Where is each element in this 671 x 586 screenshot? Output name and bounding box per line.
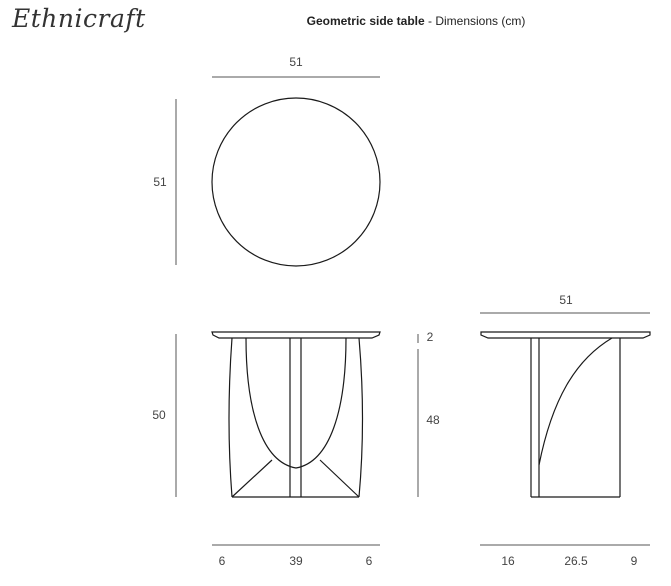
side-base-middle-label: 26.5 [564, 554, 588, 568]
product-name: Geometric side table [306, 14, 425, 28]
title-subtitle: Dimensions (cm) [435, 14, 526, 28]
top-view-width-label: 51 [289, 55, 303, 69]
top-view-depth-label: 51 [153, 175, 167, 189]
front-arch-outer [246, 338, 346, 468]
front-left-brace [232, 460, 272, 497]
front-top-thickness-label: 2 [426, 330, 434, 344]
front-tabletop [212, 332, 380, 338]
top-view-tabletop [212, 98, 380, 266]
side-width-label: 51 [559, 293, 573, 307]
side-curved-panel [539, 338, 612, 465]
brand-logo: Ethnicraft [12, 4, 146, 33]
front-left-leg [229, 338, 232, 497]
title-separator: - [424, 14, 436, 28]
front-height-label: 50 [152, 408, 166, 422]
front-base-left-label: 6 [218, 554, 226, 568]
front-leg-height-label: 48 [426, 413, 440, 427]
front-base-right-label: 6 [365, 554, 373, 568]
side-tabletop [481, 332, 650, 338]
front-right-leg [359, 338, 363, 497]
front-right-brace [320, 460, 359, 497]
side-view-table [481, 332, 650, 497]
side-base-left-label: 16 [501, 554, 515, 568]
front-base-middle-label: 39 [289, 554, 303, 568]
side-base-right-label: 9 [630, 554, 638, 568]
front-view-table [212, 332, 380, 497]
